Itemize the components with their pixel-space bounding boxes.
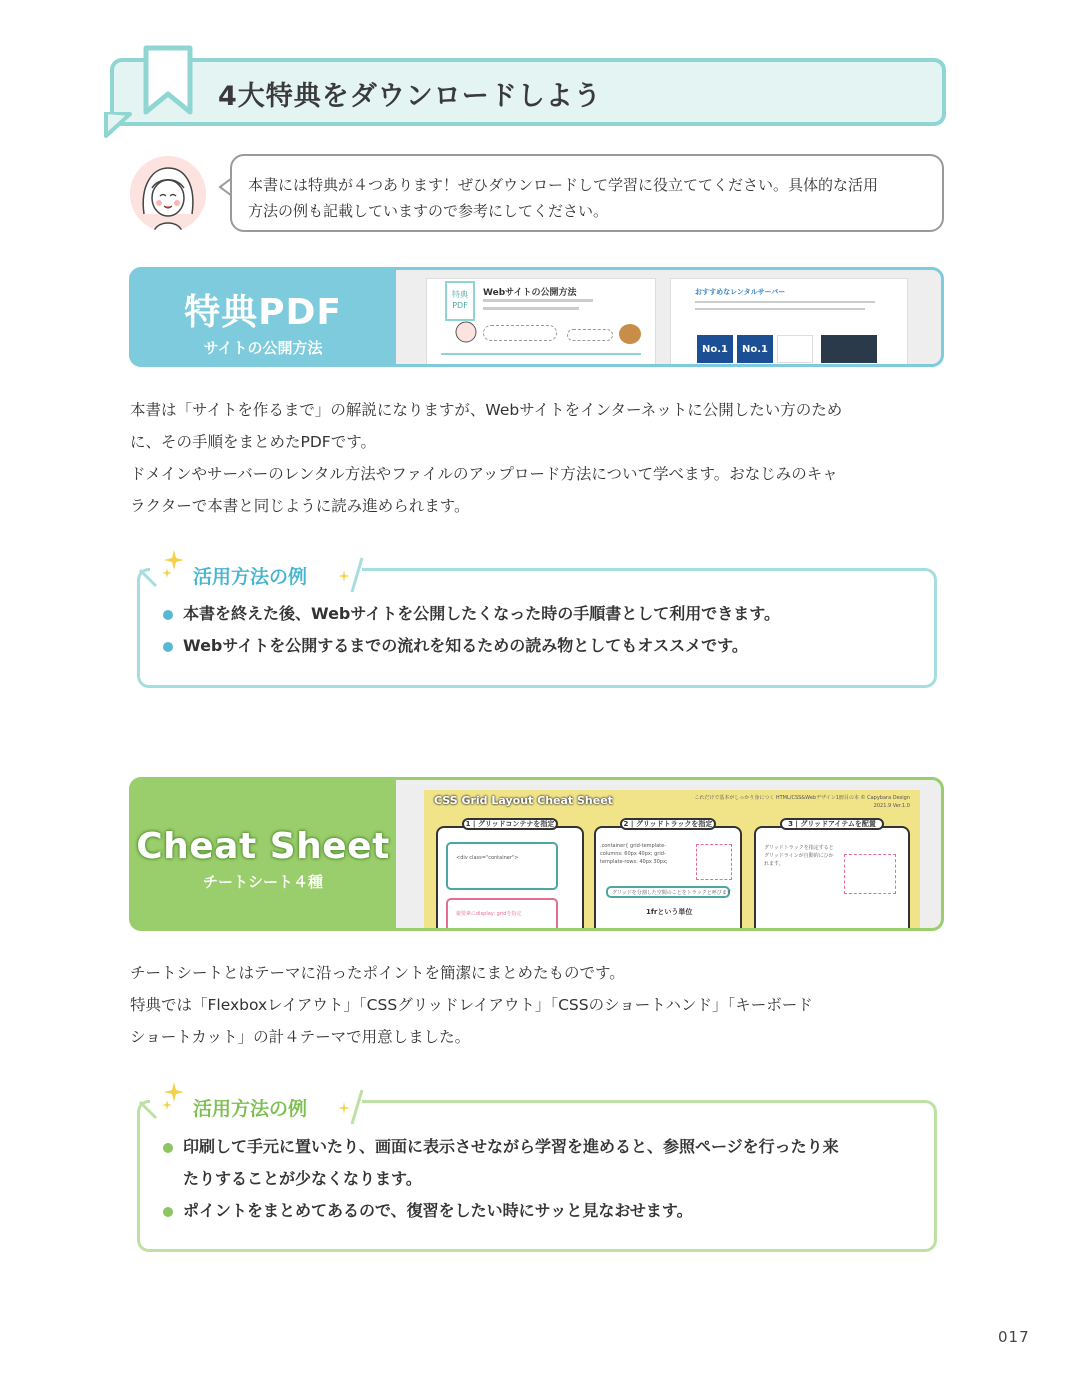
bullet-dot-icon [163, 1207, 173, 1217]
pdf-description-line: ラクターで本書と同じように読み進められます。 [130, 497, 470, 515]
cheat-usage-title: 活用方法の例 [193, 1098, 308, 1120]
pdf-preview-page-1 [426, 278, 656, 364]
cheat-panel-head-3: 3 | グリッドアイテムを配置 [780, 818, 884, 830]
cheat-unit-label: 1frという単位 [646, 908, 693, 916]
pdf-description-line: ドメインやサーバーのレンタル方法やファイルのアップロード方法について学べます。おなじみのキャ [130, 465, 838, 483]
pdf-preview-line [483, 299, 593, 302]
grid-diagram [696, 844, 732, 880]
cheat-sheet-card [129, 777, 944, 931]
usage-bracket-icon [348, 556, 366, 596]
cheat-col2-code: .container{ grid-template-columns: 60px 40px; grid-template-rows: 40px 30px; [600, 843, 668, 865]
cheat-sheet-meta [694, 794, 910, 810]
cheat-card-title: Cheat Sheet [136, 826, 390, 867]
sparkle-icon [162, 548, 186, 578]
cheat-card-label [132, 780, 394, 928]
pdf-preview-tag [445, 281, 475, 321]
cheat-note-text: グリッドを分割した空間のことをトラックと呼びます [612, 890, 732, 896]
pdf-usage-list [163, 598, 780, 662]
list-item [163, 598, 780, 630]
cheat-description-line: ショートカット」の計４テーマで用意しました。 [130, 1028, 471, 1046]
pdf-preview-badge: No.1 [737, 335, 773, 363]
pdf-description-line: 本書は「サイトを作るまで」の解説になりますが、Webサイトをインターネットに公開したい方のため [130, 401, 843, 419]
usage-bracket-icon [136, 556, 162, 590]
cheat-note [606, 886, 730, 898]
cheat-panel-head-1: 1 | グリッドコンテナを指定 [462, 818, 558, 830]
list-item [163, 630, 780, 662]
cheat-card-subtitle: チートシート４種 [202, 873, 323, 891]
usage-bracket-icon [136, 1088, 162, 1122]
cheat-sheet-meta-line: 2021.9 Ver.1.0 [873, 803, 910, 809]
intro-line-1: 本書には特典が４つあります！ぜひダウンロードして学習に役立ててください。具体的な活用 [248, 176, 879, 194]
avatar-illustration [130, 156, 206, 232]
sparkle-icon [162, 1080, 186, 1110]
page-number: 017 [998, 1328, 1030, 1346]
pdf-preview-image [396, 270, 941, 364]
pdf-preview-divider [441, 353, 641, 355]
character-icon [455, 321, 477, 343]
pdf-card-subtitle: サイトの公開方法 [203, 339, 323, 357]
pdf-preview-title: Webサイトの公開方法 [483, 288, 577, 298]
pdf-preview-bubble [483, 325, 557, 341]
pdf-card-label [132, 270, 394, 364]
cheat-code-css [446, 898, 558, 928]
cheat-panel-head-2: 2 | グリッドトラックを指定 [620, 818, 716, 830]
list-item-text: 本書を終えた後、Webサイトを公開したくなった時の手順書として利用できます。 [183, 604, 780, 623]
pdf-preview-logo [821, 335, 877, 363]
cheat-description [130, 957, 946, 1053]
cheat-col3-text: グリッドトラックを指定するとグリッドラインが自動的にひかれます。 [764, 845, 834, 867]
pdf-preview-logo [777, 335, 813, 363]
pdf-preview-heading: おすすめなレンタルサーバー [695, 288, 786, 296]
bullet-dot-icon [163, 1143, 173, 1153]
list-item-text: 印刷して手元に置いたり、画面に表示させながら学習を進めると、参照ページを行ったり来 [183, 1137, 839, 1156]
cheat-code-text: <div class="container"> [456, 855, 519, 861]
list-item-text: ポイントをまとめてあるので、復習をしたい時にサッと見なおせます。 [183, 1201, 693, 1220]
sparkle-icon [338, 570, 350, 582]
intro-speech-bubble [230, 154, 944, 232]
list-item-text: Webサイトを公開するまでの流れを知るための読み物としてもオススメです。 [183, 636, 748, 655]
page-title: 4大特典をダウンロードしよう [218, 81, 602, 112]
cheat-sheet-preview-image [396, 780, 941, 928]
cheat-code-text: 親要素にdisplay: gridを指定 [456, 911, 522, 917]
pdf-preview-tag-line-2: PDF [452, 301, 468, 310]
list-item-text: たりすることが少なくなります。 [183, 1169, 422, 1188]
speech-tail-icon [104, 112, 134, 138]
pdf-preview-page-2 [670, 278, 908, 364]
bullet-dot-icon [163, 642, 173, 652]
intro-line-2: 方法の例も記載していますので参考にしてください。 [248, 202, 609, 220]
cheat-sheet-title: CSS Grid Layout Cheat Sheet [434, 794, 613, 807]
cheat-description-line: チートシートとはテーマに沿ったポイントを簡潔にまとめたものです。 [130, 964, 625, 982]
grid-diagram [844, 854, 896, 894]
usage-bracket-icon [348, 1088, 366, 1128]
cheat-sheet-meta-line: これだけで基本がしっかり身につく HTML/CSS&Webデザイン1冊目の本 © Capybara Design [694, 795, 910, 801]
pdf-preview-bubble [567, 329, 613, 341]
cheat-usage-list [163, 1131, 839, 1227]
pdf-preview-badge: No.1 [697, 335, 733, 363]
pdf-preview-line [483, 307, 579, 310]
cheat-code-html [446, 842, 558, 890]
list-item [163, 1195, 839, 1227]
list-item [163, 1131, 839, 1195]
pdf-card-title: 特典PDF [184, 292, 342, 333]
capybara-icon [617, 319, 643, 345]
pdf-preview-line [695, 308, 865, 310]
cheat-sheet-preview [424, 790, 920, 928]
pdf-bonus-card [129, 267, 944, 367]
pdf-description [130, 394, 946, 522]
pdf-preview-line [695, 301, 875, 303]
pdf-description-line: に、その手順をまとめたPDFです。 [130, 433, 376, 451]
bookmark-icon [142, 44, 194, 116]
sparkle-icon [338, 1102, 350, 1114]
cheat-description-line: 特典では「Flexboxレイアウト」「CSSグリッドレイアウト」「CSSのショートハンド」「キーボード [130, 996, 813, 1014]
avatar [130, 156, 206, 232]
bullet-dot-icon [163, 610, 173, 620]
pdf-usage-title: 活用方法の例 [193, 566, 308, 588]
pdf-preview-tag-line-1: 特典 [452, 290, 468, 299]
